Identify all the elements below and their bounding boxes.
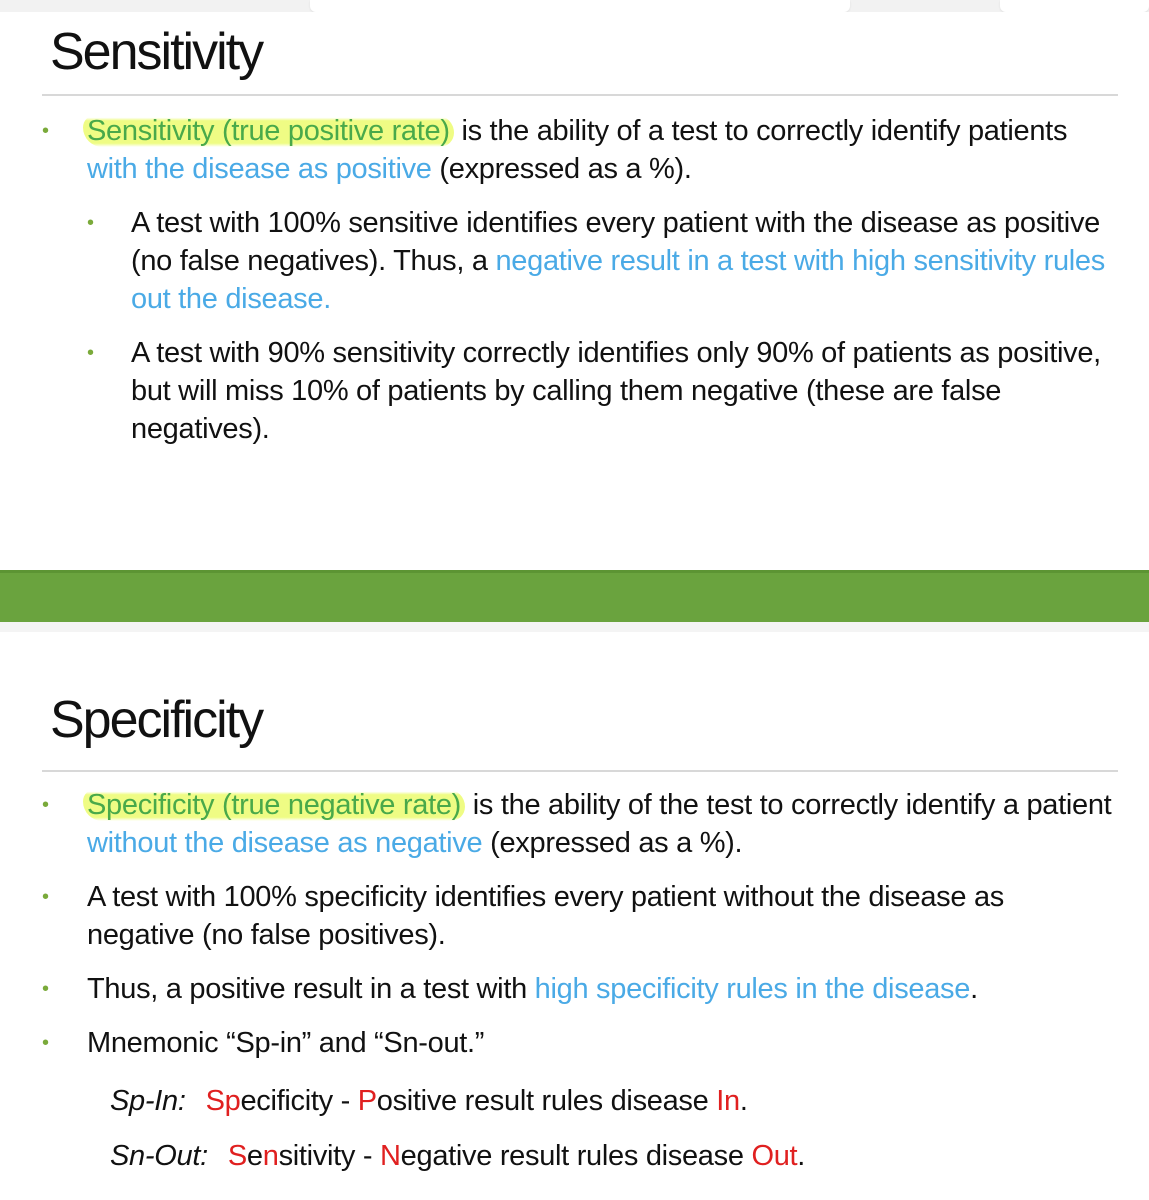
specificity-definition-suffix: (expressed as a %).: [482, 827, 743, 859]
sensitivity-bullet-definition: [0, 112, 1117, 188]
specificity-highlight: Specificity (true negative rate): [83, 789, 465, 821]
sp-in-red-2: P: [357, 1085, 377, 1117]
top-tab-right[interactable]: [1000, 0, 1149, 12]
specificity-slide: [0, 632, 1149, 1200]
specificity-definition-text: is the ability of the test to correctly identify a patient: [465, 789, 1112, 821]
bullet-dot-icon: •: [42, 978, 49, 1000]
specificity-rules-in-text: Thus, a positive result in a test with: [87, 973, 535, 1005]
sensitivity-definition-suffix: (expressed as a %).: [431, 153, 692, 185]
sensitivity-definition-text: is the ability of a test to correctly identify patients: [453, 115, 1068, 147]
sensitivity-sub-100-text: A test with 100% sensitive identifies every patient with the disease as positive (no false negatives). Thus, a: [131, 207, 1100, 277]
specificity-bullet-list: [0, 786, 1117, 1078]
top-tab-center[interactable]: [310, 0, 850, 12]
bullet-dot-icon: •: [87, 342, 94, 364]
specificity-rules-in-blue: high specificity rules in the disease: [534, 973, 971, 1005]
sp-in-text-3: .: [739, 1085, 748, 1117]
specificity-bullet-mnemonic: [0, 1024, 1117, 1062]
sensitivity-sub-90-text: A test with 90% sensitivity correctly identifies only 90% of patients as positive, but will miss 10% of patients by calling them negative (these are false negatives).: [131, 337, 1101, 445]
slide-gap: [0, 622, 1149, 632]
sensitivity-title: Sensitivity: [50, 23, 263, 81]
mnemonic-text: Mnemonic “Sp-in” and “Sn-out.”: [87, 1027, 485, 1059]
specificity-bullet-100-text: A test with 100% specificity identifies every patient without the disease as negative (no false positives).: [87, 881, 1004, 951]
specificity-bullet-100: [0, 878, 1117, 954]
sp-in-line: [110, 1082, 748, 1120]
specificity-title-rule: [42, 770, 1118, 772]
sensitivity-slide: [0, 12, 1149, 570]
sensitivity-highlight: Sensitivity (true positive rate): [83, 115, 454, 147]
sensitivity-sub-bullet-90: [0, 334, 1121, 448]
specificity-bullet-definition: [0, 786, 1117, 862]
sn-out-text-1: e: [246, 1140, 263, 1172]
sp-in-red-1: Sp: [205, 1085, 241, 1117]
bullet-dot-icon: •: [42, 1032, 49, 1054]
bullet-dot-icon: •: [42, 886, 49, 908]
sn-out-red-1: S: [227, 1140, 247, 1172]
sensitivity-title-rule: [42, 94, 1118, 96]
sn-out-text-3: .: [797, 1140, 806, 1172]
sensitivity-sub-bullet-100: [0, 204, 1121, 318]
sensitivity-sub-100-blue: negative result in a test with high sensitivity rules out the disease.: [131, 245, 1105, 315]
sn-out-red-3: Out: [751, 1140, 798, 1172]
bullet-dot-icon: •: [42, 120, 49, 142]
sensitivity-definition-blue: with the disease as positive: [87, 153, 432, 185]
sn-out-red-1b: n: [262, 1140, 279, 1172]
sn-out-red-2: N: [380, 1140, 401, 1172]
sn-out-label: Sn-Out:: [110, 1140, 208, 1172]
sensitivity-bullet-list: [0, 112, 1121, 464]
sp-in-label: Sp-In:: [110, 1085, 186, 1117]
slide-divider-band: [0, 570, 1149, 625]
sp-in-text-2: ositive result rules disease: [376, 1085, 717, 1117]
sp-in-text-1: ecificity -: [240, 1085, 358, 1117]
sn-out-text-2: egative result rules disease: [400, 1140, 752, 1172]
specificity-title: Specificity: [50, 691, 263, 749]
bullet-dot-icon: •: [87, 212, 94, 234]
bullet-dot-icon: •: [42, 794, 49, 816]
sp-in-red-3: In: [716, 1085, 740, 1117]
sn-out-line: [110, 1137, 805, 1175]
specificity-bullet-rules-in: [0, 970, 1117, 1008]
specificity-rules-in-suffix: .: [970, 973, 978, 1005]
sn-out-text-1b: sitivity -: [278, 1140, 380, 1172]
top-toolbar-strip: [0, 0, 1149, 12]
specificity-definition-blue: without the disease as negative: [87, 827, 483, 859]
